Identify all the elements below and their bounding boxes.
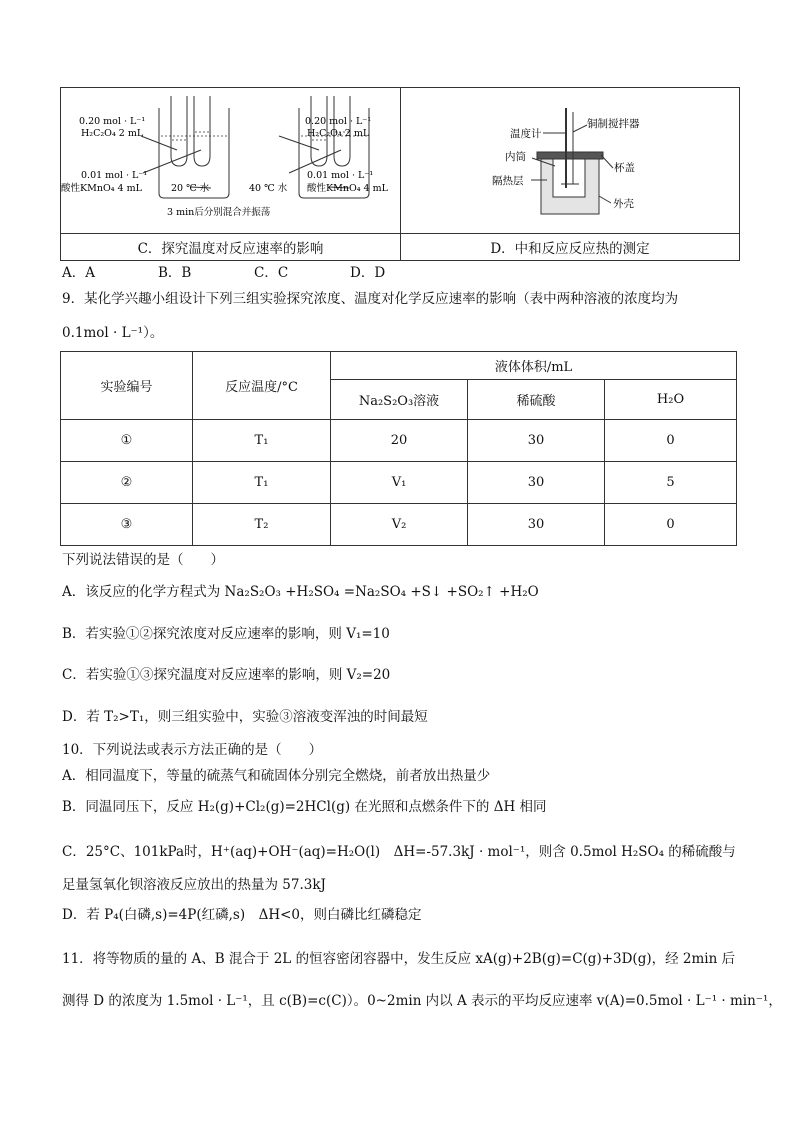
q8-figure-table bbox=[60, 87, 740, 261]
stirrer-label: 铜制搅拌器 bbox=[587, 118, 640, 130]
q8-options bbox=[62, 264, 385, 282]
q9-option-a: A．该反应的化学方程式为 Na₂S₂O₃ +H₂SO₄ =Na₂SO₄ +S↓ +SO₂↑ +H₂O bbox=[62, 584, 539, 600]
cell-na: V₂ bbox=[331, 504, 468, 546]
cell-temp: T₁ bbox=[193, 420, 331, 462]
q10-option-b: B．同温同压下，反应 H₂(g)+Cl₂(g)=2HCl(g) 在光照和点燃条件下的 ΔH 相同 bbox=[62, 799, 547, 815]
cell-acid: 30 bbox=[468, 462, 605, 504]
caption-d: D．中和反应反应热的测定 bbox=[401, 234, 740, 261]
table-row bbox=[61, 420, 737, 462]
lid-label: 杯盖 bbox=[614, 162, 635, 174]
thermometer-label: 温度计 bbox=[510, 128, 542, 140]
q9-stem-line2: 0.1mol · L⁻¹）。 bbox=[62, 325, 164, 341]
option-d: D．D bbox=[350, 265, 386, 281]
figure-d-cell bbox=[401, 88, 740, 234]
header-na2s2o3: Na₂S₂O₃溶液 bbox=[331, 380, 468, 420]
cell-exp: ② bbox=[61, 462, 193, 504]
table-row bbox=[61, 462, 737, 504]
cell-na: 20 bbox=[331, 420, 468, 462]
header-water: H₂O bbox=[605, 380, 737, 420]
q11-line2: 测得 D 的浓度为 1.5mol · L⁻¹，且 c(B)=c(C)）。0~2min 内以 A 表示的平均反应速率 v(A)=0.5mol · L⁻¹ · min⁻¹， bbox=[62, 993, 782, 1009]
temperature-experiment-diagram bbox=[61, 88, 400, 233]
q9-stem-line1: 9．某化学兴趣小组设计下列三组实验探究浓度、温度对化学反应速率的影响（表中两种溶液的浓度均为 bbox=[62, 291, 679, 307]
header-volume: 液体体积/mL bbox=[331, 352, 737, 380]
shell-label: 外壳 bbox=[613, 198, 634, 210]
right-top-reagent: H₂C₂O₄ 2 mL bbox=[307, 128, 370, 139]
option-a: A．A bbox=[62, 265, 95, 281]
cell-exp: ① bbox=[61, 420, 193, 462]
left-top-concentration: 0.20 mol · L⁻¹ bbox=[79, 116, 146, 127]
q10-option-d: D．若 P₄(白磷,s)=4P(红磷,s) ΔH<0，则白磷比红磷稳定 bbox=[62, 907, 422, 923]
q10-stem: 10．下列说法或表示方法正确的是（ ） bbox=[62, 742, 323, 758]
q11-line1: 11．将等物质的量的 A、B 混合于 2L 的恒容密闭容器中，发生反应 xA(g)+2B(g)=C(g)+3D(g)，经 2min 后 bbox=[62, 951, 736, 967]
header-temperature: 反应温度/°C bbox=[193, 352, 331, 420]
q10-option-c-line2: 足量氢氧化钡溶液反应放出的热量为 57.3kJ bbox=[62, 877, 326, 893]
q10-option-a: A．相同温度下，等量的硫蒸气和硫固体分别完全燃烧，前者放出热量少 bbox=[62, 768, 491, 784]
cell-na: V₁ bbox=[331, 462, 468, 504]
cell-water: 0 bbox=[605, 420, 737, 462]
q9-option-d: D．若 T₂>T₁，则三组实验中，实验③溶液变浑浊的时间最短 bbox=[62, 709, 428, 725]
cell-exp: ③ bbox=[61, 504, 193, 546]
q9-experiment-table bbox=[60, 351, 737, 546]
right-top-concentration: 0.20 mol · L⁻¹ bbox=[305, 116, 372, 127]
option-c: C．C bbox=[254, 265, 289, 281]
q10-option-c-line1: C．25°C、101kPa时，H⁺(aq)+OH⁻(aq)=H₂O(l) ΔH=-57.3kJ · mol⁻¹，则含 0.5mol H₂SO₄ 的稀硫酸与 bbox=[62, 844, 736, 860]
left-bottom-concentration: 0.01 mol · L⁻¹ bbox=[81, 170, 148, 181]
temp-20-label: 20 ℃ 水 bbox=[171, 183, 210, 194]
q9-option-b: B．若实验①②探究浓度对反应速率的影响，则 V₁=10 bbox=[62, 626, 390, 642]
right-bottom-concentration: 0.01 mol · L⁻¹ bbox=[307, 170, 374, 181]
header-acid: 稀硫酸 bbox=[468, 380, 605, 420]
q9-question: 下列说法错误的是（ ） bbox=[62, 552, 224, 568]
option-b: B．B bbox=[158, 265, 192, 281]
header-experiment-no: 实验编号 bbox=[61, 352, 193, 420]
left-bottom-reagent: 酸性KMnO₄ 4 mL bbox=[61, 183, 142, 194]
cell-acid: 30 bbox=[468, 504, 605, 546]
mixing-note: 3 min后分别混合并振荡 bbox=[167, 207, 271, 218]
table-row bbox=[61, 504, 737, 546]
cell-acid: 30 bbox=[468, 420, 605, 462]
q9-option-c: C．若实验①③探究温度对反应速率的影响，则 V₂=20 bbox=[62, 667, 391, 683]
insulation-label: 隔热层 bbox=[492, 175, 524, 187]
cell-water: 5 bbox=[605, 462, 737, 504]
figure-c-cell bbox=[61, 88, 401, 234]
right-bottom-reagent: 酸性KMnO₄ 4 mL bbox=[307, 183, 388, 194]
cell-temp: T₂ bbox=[193, 504, 331, 546]
left-top-reagent: H₂C₂O₄ 2 mL bbox=[81, 128, 144, 139]
cell-temp: T₁ bbox=[193, 462, 331, 504]
cell-water: 0 bbox=[605, 504, 737, 546]
temp-40-label: 40 ℃ 水 bbox=[249, 183, 288, 194]
inner-cup-label: 内筒 bbox=[505, 151, 526, 163]
calorimeter-diagram bbox=[401, 88, 739, 233]
caption-c: C．探究温度对反应速率的影响 bbox=[61, 234, 401, 261]
